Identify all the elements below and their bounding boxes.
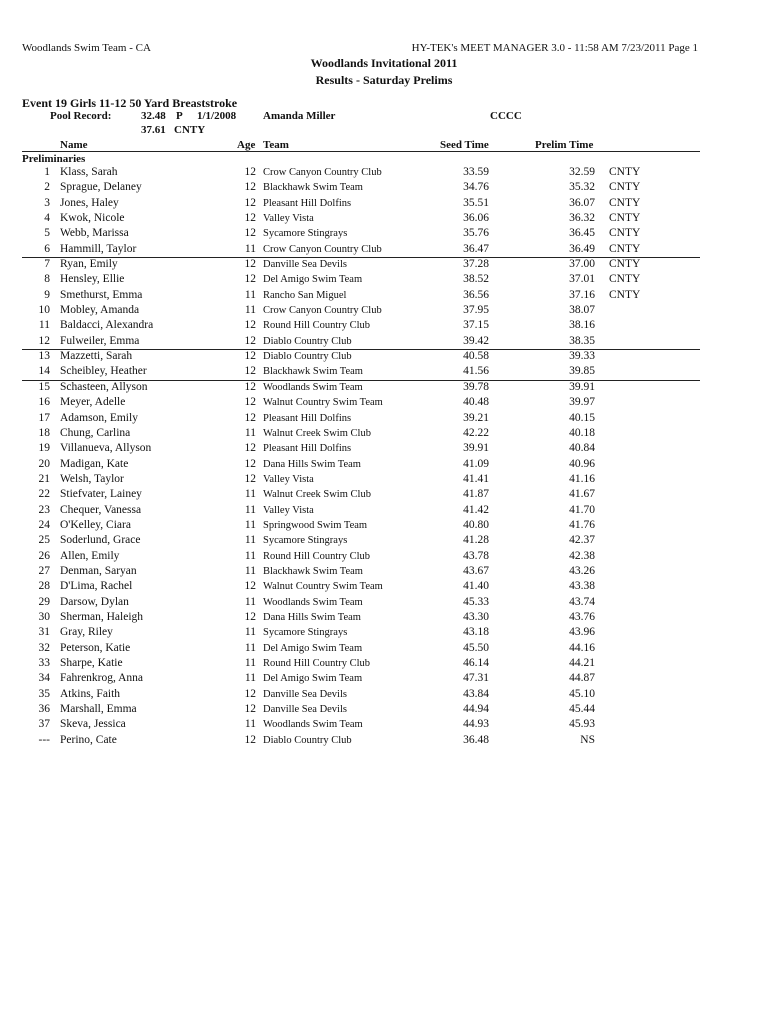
result-prelim-time: 42.38 xyxy=(569,549,595,562)
pool-record-date: 1/1/2008 xyxy=(197,110,237,122)
result-seed-time: 37.15 xyxy=(463,319,489,332)
result-seed-time: 34.76 xyxy=(463,181,489,194)
result-prelim-time: 37.01 xyxy=(569,273,595,286)
result-team: Walnut Country Swim Team xyxy=(263,581,383,593)
result-seed-time: 43.78 xyxy=(463,549,489,562)
result-prelim-time: 45.93 xyxy=(569,718,595,731)
result-seed-time: 36.48 xyxy=(463,733,489,746)
result-name: Gray, Riley xyxy=(60,626,113,639)
result-place: 6 xyxy=(44,242,50,255)
result-prelim-time: 38.16 xyxy=(569,319,595,332)
table-row xyxy=(0,717,768,732)
result-name: Klass, Sarah xyxy=(60,166,118,178)
result-age: 11 xyxy=(244,641,256,654)
result-age: 12 xyxy=(244,227,256,240)
result-team: Round Hill Country Club xyxy=(263,320,371,332)
table-row xyxy=(0,533,768,548)
result-seed-time: 45.50 xyxy=(463,641,489,654)
result-prelim-time: 37.00 xyxy=(569,258,595,271)
result-team: Diablo Country Club xyxy=(263,335,352,347)
result-prelim-time: 41.67 xyxy=(569,488,595,501)
result-team: Danville Sea Devils xyxy=(263,688,347,700)
result-place: 10 xyxy=(38,304,50,317)
result-name: Denman, Saryan xyxy=(60,564,137,577)
result-seed-time: 40.58 xyxy=(463,350,489,363)
result-team: Valley Vista xyxy=(263,213,314,225)
result-team: Round Hill Country Club xyxy=(263,550,371,562)
result-team: Del Amigo Swim Team xyxy=(263,642,363,654)
result-age: 12 xyxy=(244,181,256,194)
header-right: HY-TEK's MEET MANAGER 3.0 - 11:58 AM 7/23/2011 Page 1 xyxy=(411,42,698,54)
result-prelim-time: 43.26 xyxy=(569,564,595,577)
table-row xyxy=(0,303,768,318)
result-name: Atkins, Faith xyxy=(60,687,121,700)
result-place: 30 xyxy=(38,610,50,623)
table-row xyxy=(0,579,768,594)
result-team: Woodlands Swim Team xyxy=(263,381,363,393)
result-prelim-time: 36.07 xyxy=(569,196,595,209)
result-place: 3 xyxy=(44,196,50,209)
col-header-name: Name xyxy=(60,139,88,151)
result-prelim-time: 41.70 xyxy=(569,503,595,516)
result-prelim-time: 32.59 xyxy=(569,166,595,178)
result-seed-time: 36.47 xyxy=(463,242,489,255)
result-place: 8 xyxy=(44,273,50,286)
result-seed-time: 41.56 xyxy=(463,365,489,378)
result-prelim-time: 35.32 xyxy=(569,181,595,194)
result-name: Hammill, Taylor xyxy=(60,242,137,255)
result-prelim-time: 44.21 xyxy=(569,657,595,669)
result-age: 12 xyxy=(244,350,256,363)
result-age: 12 xyxy=(244,411,256,424)
result-qualifier: CNTY xyxy=(609,227,641,240)
result-place: 21 xyxy=(38,472,50,485)
result-name: Perino, Cate xyxy=(60,733,117,746)
result-name: Fulweiler, Emma xyxy=(60,334,140,347)
result-seed-time: 40.48 xyxy=(463,396,489,409)
result-age: 12 xyxy=(244,442,256,455)
result-age: 12 xyxy=(244,365,256,378)
col-header-team: Team xyxy=(263,139,289,151)
result-prelim-time: 39.97 xyxy=(569,396,595,409)
result-age: 12 xyxy=(244,580,256,593)
result-name: Skeva, Jessica xyxy=(60,718,126,731)
result-name: Peterson, Katie xyxy=(60,641,131,654)
result-age: 11 xyxy=(244,426,256,439)
result-team: Pleasant Hill Dolfins xyxy=(263,443,352,455)
col-header-age: Age xyxy=(237,139,256,151)
col-header-prelim: Prelim Time xyxy=(535,139,594,151)
result-place: 29 xyxy=(38,595,50,608)
table-row xyxy=(0,610,768,625)
result-prelim-time: 36.49 xyxy=(569,242,595,255)
result-age: 11 xyxy=(244,657,256,669)
result-age: 12 xyxy=(244,703,256,716)
result-qualifier: CNTY xyxy=(609,212,641,225)
result-team: Sycamore Stingrays xyxy=(263,228,348,240)
result-name: Madigan, Kate xyxy=(60,457,129,470)
result-seed-time: 41.87 xyxy=(463,488,489,501)
table-row xyxy=(0,257,768,272)
table-row xyxy=(0,242,768,257)
header-left: Woodlands Swim Team - CA xyxy=(22,42,151,54)
result-age: 12 xyxy=(244,610,256,623)
result-qualifier: CNTY xyxy=(609,166,641,178)
table-row xyxy=(0,180,768,195)
result-place: 9 xyxy=(44,288,50,301)
result-age: 11 xyxy=(244,518,256,531)
result-prelim-time: 43.38 xyxy=(569,580,595,593)
result-place: 17 xyxy=(38,411,50,424)
table-row xyxy=(0,288,768,303)
result-seed-time: 43.84 xyxy=(463,687,489,700)
result-qualifier: CNTY xyxy=(609,273,641,286)
result-seed-time: 44.93 xyxy=(463,718,489,731)
result-age: 11 xyxy=(244,304,256,317)
result-qualifier: CNTY xyxy=(609,258,641,271)
event-title: Event 19 Girls 11-12 50 Yard Breaststroke xyxy=(22,96,238,110)
pool-record-holder: Amanda Miller xyxy=(263,110,336,122)
result-prelim-time: 45.10 xyxy=(569,687,595,700)
result-place: 4 xyxy=(44,212,50,225)
table-row xyxy=(0,487,768,502)
result-place: 22 xyxy=(38,488,50,501)
result-place: 7 xyxy=(44,258,50,271)
result-seed-time: 39.42 xyxy=(463,334,489,347)
result-seed-time: 41.42 xyxy=(463,503,489,516)
result-seed-time: 47.31 xyxy=(463,672,489,685)
table-row xyxy=(0,380,768,395)
cut-label: CNTY xyxy=(174,124,206,136)
result-name: Marshall, Emma xyxy=(60,703,137,716)
result-prelim-time: 45.44 xyxy=(569,703,595,716)
result-qualifier: CNTY xyxy=(609,288,641,301)
result-name: Webb, Marissa xyxy=(60,227,129,240)
result-name: Schasteen, Allyson xyxy=(60,380,148,393)
table-row xyxy=(0,165,768,180)
table-row xyxy=(0,656,768,671)
result-prelim-time: 39.33 xyxy=(569,350,595,363)
result-prelim-time: 37.16 xyxy=(569,288,595,301)
result-seed-time: 37.95 xyxy=(463,304,489,317)
table-row xyxy=(0,457,768,472)
result-name: Hensley, Ellie xyxy=(60,273,125,286)
result-team: Crow Canyon Country Club xyxy=(263,305,382,317)
table-row xyxy=(0,503,768,518)
result-age: 12 xyxy=(244,396,256,409)
result-qualifier: CNTY xyxy=(609,196,641,209)
result-name: Mazzetti, Sarah xyxy=(60,350,133,363)
result-team: Blackhawk Swim Team xyxy=(263,366,363,378)
result-team: Round Hill Country Club xyxy=(263,658,371,669)
result-prelim-time: 39.91 xyxy=(569,380,595,393)
result-prelim-time: 43.96 xyxy=(569,626,595,639)
result-age: 11 xyxy=(244,534,256,547)
result-team: Sycamore Stingrays xyxy=(263,535,348,547)
result-team: Rancho San Miguel xyxy=(263,289,347,301)
result-place: 16 xyxy=(38,396,50,409)
result-name: Fahrenkrog, Anna xyxy=(60,672,144,685)
result-seed-time: 43.30 xyxy=(463,610,489,623)
result-age: 11 xyxy=(244,503,256,516)
results-list xyxy=(0,165,768,748)
result-prelim-time: 40.18 xyxy=(569,426,595,439)
result-age: 11 xyxy=(244,564,256,577)
result-age: 11 xyxy=(244,288,256,301)
result-place: 15 xyxy=(38,380,50,393)
result-place: 24 xyxy=(38,518,50,531)
result-prelim-time: NS xyxy=(580,733,595,746)
table-row xyxy=(0,334,768,349)
result-team: Del Amigo Swim Team xyxy=(263,673,363,685)
result-seed-time: 44.94 xyxy=(463,703,489,716)
result-prelim-time: 40.15 xyxy=(569,411,595,424)
result-name: O'Kelley, Ciara xyxy=(60,518,131,531)
col-header-seed: Seed Time xyxy=(440,139,489,151)
section-label: Preliminaries xyxy=(22,153,86,165)
result-qualifier: CNTY xyxy=(609,242,641,255)
result-prelim-time: 36.45 xyxy=(569,227,595,240)
table-row xyxy=(0,272,768,287)
result-prelim-time: 38.07 xyxy=(569,304,595,317)
result-name: Adamson, Emily xyxy=(60,411,138,424)
result-name: Jones, Haley xyxy=(60,196,119,209)
result-seed-time: 39.78 xyxy=(463,380,489,393)
result-team: Del Amigo Swim Team xyxy=(263,274,363,286)
result-qualifier: CNTY xyxy=(609,181,641,194)
result-name: Welsh, Taylor xyxy=(60,472,124,485)
result-age: 12 xyxy=(244,319,256,332)
result-seed-time: 38.52 xyxy=(463,273,489,286)
table-row xyxy=(0,441,768,456)
result-seed-time: 39.91 xyxy=(463,442,489,455)
page-title: Woodlands Invitational 2011 xyxy=(310,56,458,70)
pool-record-flag: P xyxy=(176,110,183,122)
result-age: 12 xyxy=(244,258,256,271)
result-name: D'Lima, Rachel xyxy=(60,580,133,593)
result-age: 11 xyxy=(244,672,256,685)
table-row xyxy=(0,702,768,717)
result-seed-time: 41.41 xyxy=(463,472,489,485)
result-age: 12 xyxy=(244,166,256,178)
result-prelim-time: 41.16 xyxy=(569,472,595,485)
result-age: 12 xyxy=(244,334,256,347)
result-name: Baldacci, Alexandra xyxy=(60,319,154,332)
table-row xyxy=(0,549,768,564)
result-team: Crow Canyon Country Club xyxy=(263,167,382,178)
result-place: 35 xyxy=(38,687,50,700)
result-name: Villanueva, Allyson xyxy=(60,442,152,455)
result-age: 11 xyxy=(244,549,256,562)
result-age: 12 xyxy=(244,733,256,746)
result-prelim-time: 40.96 xyxy=(569,457,595,470)
result-age: 11 xyxy=(244,488,256,501)
result-place: 23 xyxy=(38,503,50,516)
result-team: Woodlands Swim Team xyxy=(263,719,363,731)
result-prelim-time: 36.32 xyxy=(569,212,595,225)
result-age: 12 xyxy=(244,196,256,209)
result-prelim-time: 44.16 xyxy=(569,641,595,654)
result-place: 12 xyxy=(38,334,50,347)
result-place: 1 xyxy=(44,166,50,178)
result-team: Danville Sea Devils xyxy=(263,259,347,271)
table-row xyxy=(0,395,768,410)
result-prelim-time: 39.85 xyxy=(569,365,595,378)
result-name: Scheibley, Heather xyxy=(60,365,147,378)
table-row xyxy=(0,318,768,333)
result-seed-time: 43.67 xyxy=(463,564,489,577)
result-place: 31 xyxy=(38,626,50,639)
result-team: Crow Canyon Country Club xyxy=(263,243,382,255)
pool-record-label: Pool Record: xyxy=(50,110,112,122)
table-row xyxy=(0,211,768,226)
table-row xyxy=(0,364,768,379)
result-place: 28 xyxy=(38,580,50,593)
result-age: 12 xyxy=(244,273,256,286)
result-age: 11 xyxy=(244,718,256,731)
result-name: Ryan, Emily xyxy=(60,258,118,271)
result-place: 14 xyxy=(38,365,50,378)
result-name: Stiefvater, Lainey xyxy=(60,488,142,501)
page-subtitle: Results - Saturday Prelims xyxy=(315,73,453,87)
result-name: Sharpe, Katie xyxy=(60,657,123,669)
table-row xyxy=(0,226,768,241)
result-team: Dana Hills Swim Team xyxy=(263,611,361,623)
result-seed-time: 41.09 xyxy=(463,457,489,470)
result-seed-time: 41.28 xyxy=(463,534,489,547)
result-prelim-time: 44.87 xyxy=(569,672,595,685)
result-age: 12 xyxy=(244,457,256,470)
result-seed-time: 37.28 xyxy=(463,258,489,271)
result-seed-time: 35.76 xyxy=(463,227,489,240)
result-age: 12 xyxy=(244,472,256,485)
result-team: Danville Sea Devils xyxy=(263,704,347,716)
result-place: 26 xyxy=(38,549,50,562)
result-place: 2 xyxy=(44,181,50,194)
result-place: 13 xyxy=(38,350,50,363)
result-name: Sprague, Delaney xyxy=(60,181,142,194)
table-row xyxy=(0,733,768,748)
result-prelim-time: 40.84 xyxy=(569,442,595,455)
pool-record-time: 32.48 xyxy=(141,110,166,122)
result-team: Springwood Swim Team xyxy=(263,519,368,531)
result-prelim-time: 41.76 xyxy=(569,518,595,531)
result-place: 27 xyxy=(38,564,50,577)
result-team: Dana Hills Swim Team xyxy=(263,458,361,470)
result-age: 11 xyxy=(244,242,256,255)
result-place: 36 xyxy=(38,703,50,716)
result-name: Smethurst, Emma xyxy=(60,288,143,301)
result-seed-time: 41.40 xyxy=(463,580,489,593)
result-name: Chequer, Vanessa xyxy=(60,503,142,516)
result-seed-time: 36.56 xyxy=(463,288,489,301)
result-name: Mobley, Amanda xyxy=(60,304,140,317)
result-place: 11 xyxy=(38,319,50,332)
result-place: --- xyxy=(38,733,50,746)
result-prelim-time: 38.35 xyxy=(569,334,595,347)
result-seed-time: 39.21 xyxy=(463,411,489,424)
result-team: Pleasant Hill Dolfins xyxy=(263,197,352,209)
result-place: 5 xyxy=(44,227,50,240)
result-place: 18 xyxy=(38,426,50,439)
table-row xyxy=(0,472,768,487)
result-name: Meyer, Adelle xyxy=(60,396,126,409)
table-row xyxy=(0,625,768,640)
result-age: 12 xyxy=(244,380,256,393)
result-name: Kwok, Nicole xyxy=(60,212,125,225)
result-team: Blackhawk Swim Team xyxy=(263,182,363,194)
result-age: 12 xyxy=(244,212,256,225)
result-team: Diablo Country Club xyxy=(263,734,352,746)
table-row xyxy=(0,564,768,579)
result-team: Pleasant Hill Dolfins xyxy=(263,412,352,424)
result-team: Walnut Creek Swim Club xyxy=(263,489,371,501)
pool-record-team: CCCC xyxy=(490,110,522,122)
result-name: Darsow, Dylan xyxy=(60,595,129,608)
result-team: Sycamore Stingrays xyxy=(263,627,348,639)
table-row xyxy=(0,196,768,211)
table-row xyxy=(0,687,768,702)
table-row xyxy=(0,411,768,426)
result-name: Allen, Emily xyxy=(60,549,120,562)
result-age: 12 xyxy=(244,687,256,700)
table-row xyxy=(0,349,768,364)
result-place: 20 xyxy=(38,457,50,470)
result-team: Valley Vista xyxy=(263,504,314,516)
result-age: 11 xyxy=(244,626,256,639)
cut-time: 37.61 xyxy=(141,124,166,136)
result-seed-time: 35.51 xyxy=(463,196,489,209)
result-team: Blackhawk Swim Team xyxy=(263,565,363,577)
result-seed-time: 43.18 xyxy=(463,626,489,639)
result-seed-time: 33.59 xyxy=(463,166,489,178)
result-seed-time: 36.06 xyxy=(463,212,489,225)
table-row xyxy=(0,641,768,656)
result-place: 34 xyxy=(38,672,50,685)
result-place: 19 xyxy=(38,442,50,455)
result-name: Soderlund, Grace xyxy=(60,534,141,547)
result-prelim-time: 43.74 xyxy=(569,595,595,608)
result-team: Valley Vista xyxy=(263,473,314,485)
result-seed-time: 42.22 xyxy=(463,426,489,439)
table-row xyxy=(0,426,768,441)
result-name: Sherman, Haleigh xyxy=(60,610,144,623)
result-place: 25 xyxy=(38,534,50,547)
result-name: Chung, Carlina xyxy=(60,426,131,439)
result-team: Walnut Country Swim Team xyxy=(263,397,383,409)
result-place: 37 xyxy=(38,718,50,731)
result-seed-time: 45.33 xyxy=(463,595,489,608)
header-divider xyxy=(22,151,700,152)
table-row xyxy=(0,518,768,533)
result-prelim-time: 42.37 xyxy=(569,534,595,547)
result-prelim-time: 43.76 xyxy=(569,610,595,623)
table-row xyxy=(0,595,768,610)
table-row xyxy=(0,671,768,686)
result-team: Walnut Creek Swim Club xyxy=(263,427,371,439)
result-seed-time: 46.14 xyxy=(463,657,489,669)
result-place: 33 xyxy=(38,657,50,669)
result-place: 32 xyxy=(38,641,50,654)
result-seed-time: 40.80 xyxy=(463,518,489,531)
result-team: Diablo Country Club xyxy=(263,351,352,363)
result-age: 11 xyxy=(244,595,256,608)
result-team: Woodlands Swim Team xyxy=(263,596,363,608)
